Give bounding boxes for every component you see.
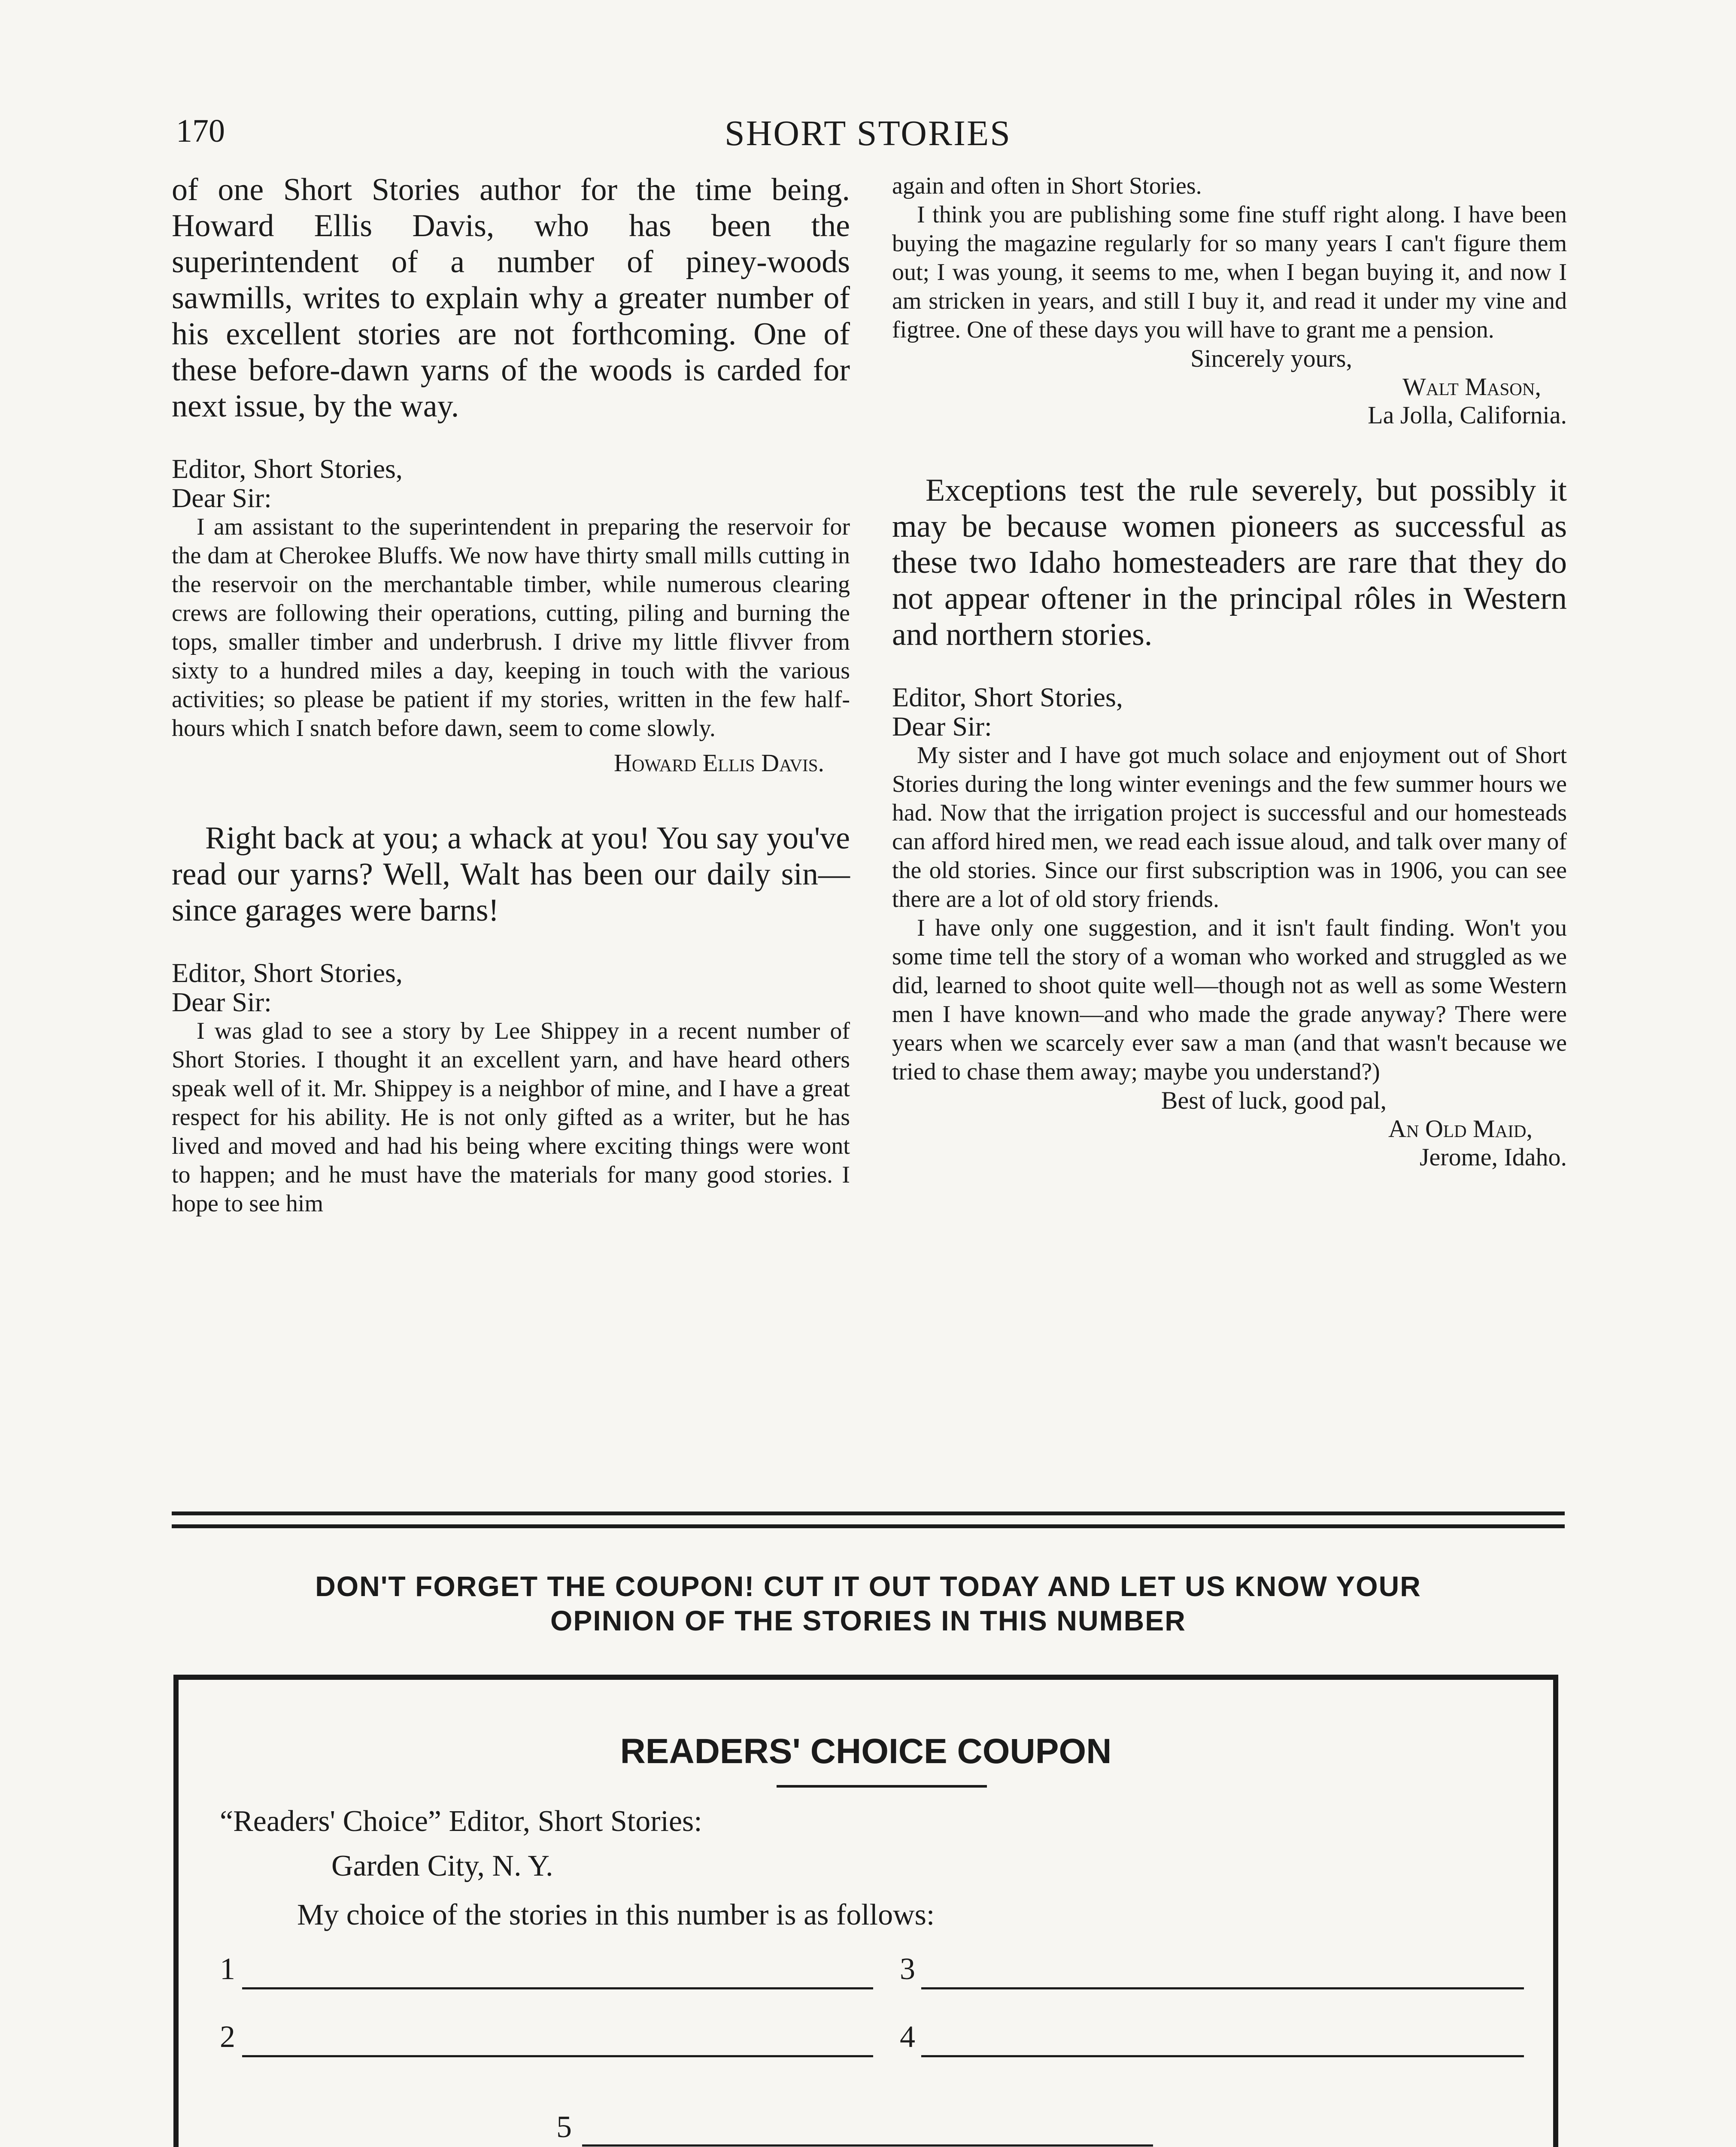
choice-number: 4 — [900, 2019, 915, 2054]
divider-rule — [172, 1511, 1565, 1515]
letter-salutation-editor: Editor, Short Stories, — [892, 682, 1123, 712]
letter-body: My sister and I have got much solace and enjoyment out of Short Stories during the long winter evenings and the few summer hours we had. Now that the irrigation project is successful and our homesteads can afford hired men, we read each issue aloud, and talk over many of the old stories. Since our first subscription was in 1906, you can see there are a lot of old story friends. — [892, 742, 1567, 912]
right-column — [892, 172, 1567, 1171]
letter-closing: Sincerely yours, — [1190, 344, 1352, 372]
letter-place: Jerome, Idaho. — [1419, 1143, 1567, 1171]
letter-salutation-dear: Dear Sir: — [892, 711, 992, 742]
letter-salutation-editor: Editor, Short Stories, — [172, 453, 403, 484]
letter-salutation-dear: Dear Sir: — [172, 483, 272, 513]
letter-salutation-dear: Dear Sir: — [172, 987, 272, 1017]
letter-body: I think you are publishing some fine stuff right along. I have been buying the magazine regularly for so many years I can't figure them out; I was young, it seems to me, when I began buying it, and now I am stricken in years, and still I buy it, and read it under my vine and figtree. One of these days you will have to grant me a pension. — [892, 201, 1567, 343]
letter-signature: Howard Ellis Davis. — [614, 749, 824, 777]
letter-body: I was glad to see a story by Lee Shippey in a recent number of Short Stories. I thought it an excellent yarn, and have heard others speak well of it. Mr. Shippey is a neighbor of mine, and I have a great respect for his ability. He is not only gifted as a writer, but he has lived and moved and had his being where exciting things were wont to happen; and he must have the materials for many good stories. I hope to see him — [172, 1018, 850, 1217]
letter-closing: Best of luck, good pal, — [1161, 1086, 1387, 1114]
coupon-title-underline — [777, 1785, 987, 1788]
letter-signature: Walt Mason, — [1402, 373, 1541, 401]
choice-number: 5 — [556, 2110, 572, 2144]
editor-comment: Exceptions test the rule severely, but possibly it may be because women pioneers as successful as these two Idaho homesteaders are rare that they do not appear oftener in the principal rôles in Western and northern stories. — [892, 473, 1567, 652]
coupon-reminder-line: DON'T FORGET THE COUPON! CUT IT OUT TODAY AND LET US KNOW YOUR — [315, 1570, 1421, 1602]
choice-number: 3 — [900, 1952, 915, 1986]
choice-prompt: My choice of the stories in this number is as follows: — [297, 1898, 935, 1931]
letter-salutation-editor: Editor, Short Stories, — [172, 958, 403, 988]
choice-3-blank[interactable] — [921, 1987, 1524, 1989]
choice-4-blank[interactable] — [921, 2055, 1524, 2057]
letter-body-continued: again and often in Short Stories. — [892, 173, 1202, 199]
letter-body: I have only one suggestion, and it isn't fault finding. Won't you some time tell the story of a woman who worked and struggled as we did, learned to shoot quite well—though not as well as some Western men I have known—and who made the grade anyway? There were years when we scarcely ever saw a man (and that wasn't because we tried to chase them away; maybe you understand?) — [892, 915, 1567, 1085]
page-number: 170 — [176, 113, 225, 149]
left-column — [172, 172, 850, 1218]
coupon-address-line: “Readers' Choice” Editor, Short Stories: — [220, 1805, 702, 1838]
coupon-reminder-line: OPINION OF THE STORIES IN THIS NUMBER — [550, 1605, 1186, 1636]
coupon-title: READERS' CHOICE COUPON — [620, 1732, 1112, 1771]
choice-number: 2 — [220, 2019, 235, 2054]
choice-number: 1 — [220, 1952, 235, 1986]
choice-1-blank[interactable] — [242, 1987, 873, 1989]
letter-place: La Jolla, California. — [1368, 401, 1567, 429]
coupon-reminder — [172, 1569, 1565, 1638]
intro-paragraph: of one Short Stories author for the time being. Howard Ellis Davis, who has been the superintendent of a number of piney-woods sawmills, writes to explain why a greater number of his excellent stories are not forthcoming. One of these before-dawn yarns of the woods is carded for next issue, by the way. — [172, 172, 850, 424]
running-head: SHORT STORIES — [724, 113, 1011, 153]
readers-choice-coupon — [173, 1675, 1558, 2147]
choice-2-blank[interactable] — [242, 2055, 873, 2057]
letter-body: I am assistant to the superintendent in preparing the reservoir for the dam at Cherokee Bluffs. We now have thirty small mills cutting in the reservoir on the merchantable timber, while numerous clearing crews are following their operations, cutting, piling and burning the tops, smaller timber and underbrush. I drive my little flivver from sixty to a hundred miles a day, keeping in touch with the various activities; so please be patient if my stories, written in the few half-hours which I snatch before dawn, seem to come slowly. — [172, 514, 850, 742]
choice-5-blank[interactable] — [582, 2144, 1153, 2147]
editor-comment: Right back at you; a whack at you! You say you've read our yarns? Well, Walt has been our daily sin—since garages were barns! — [172, 821, 850, 928]
divider-rule — [172, 1524, 1565, 1528]
coupon-address-line: Garden City, N. Y. — [331, 1849, 553, 1882]
letter-signature: An Old Maid, — [1388, 1115, 1533, 1143]
